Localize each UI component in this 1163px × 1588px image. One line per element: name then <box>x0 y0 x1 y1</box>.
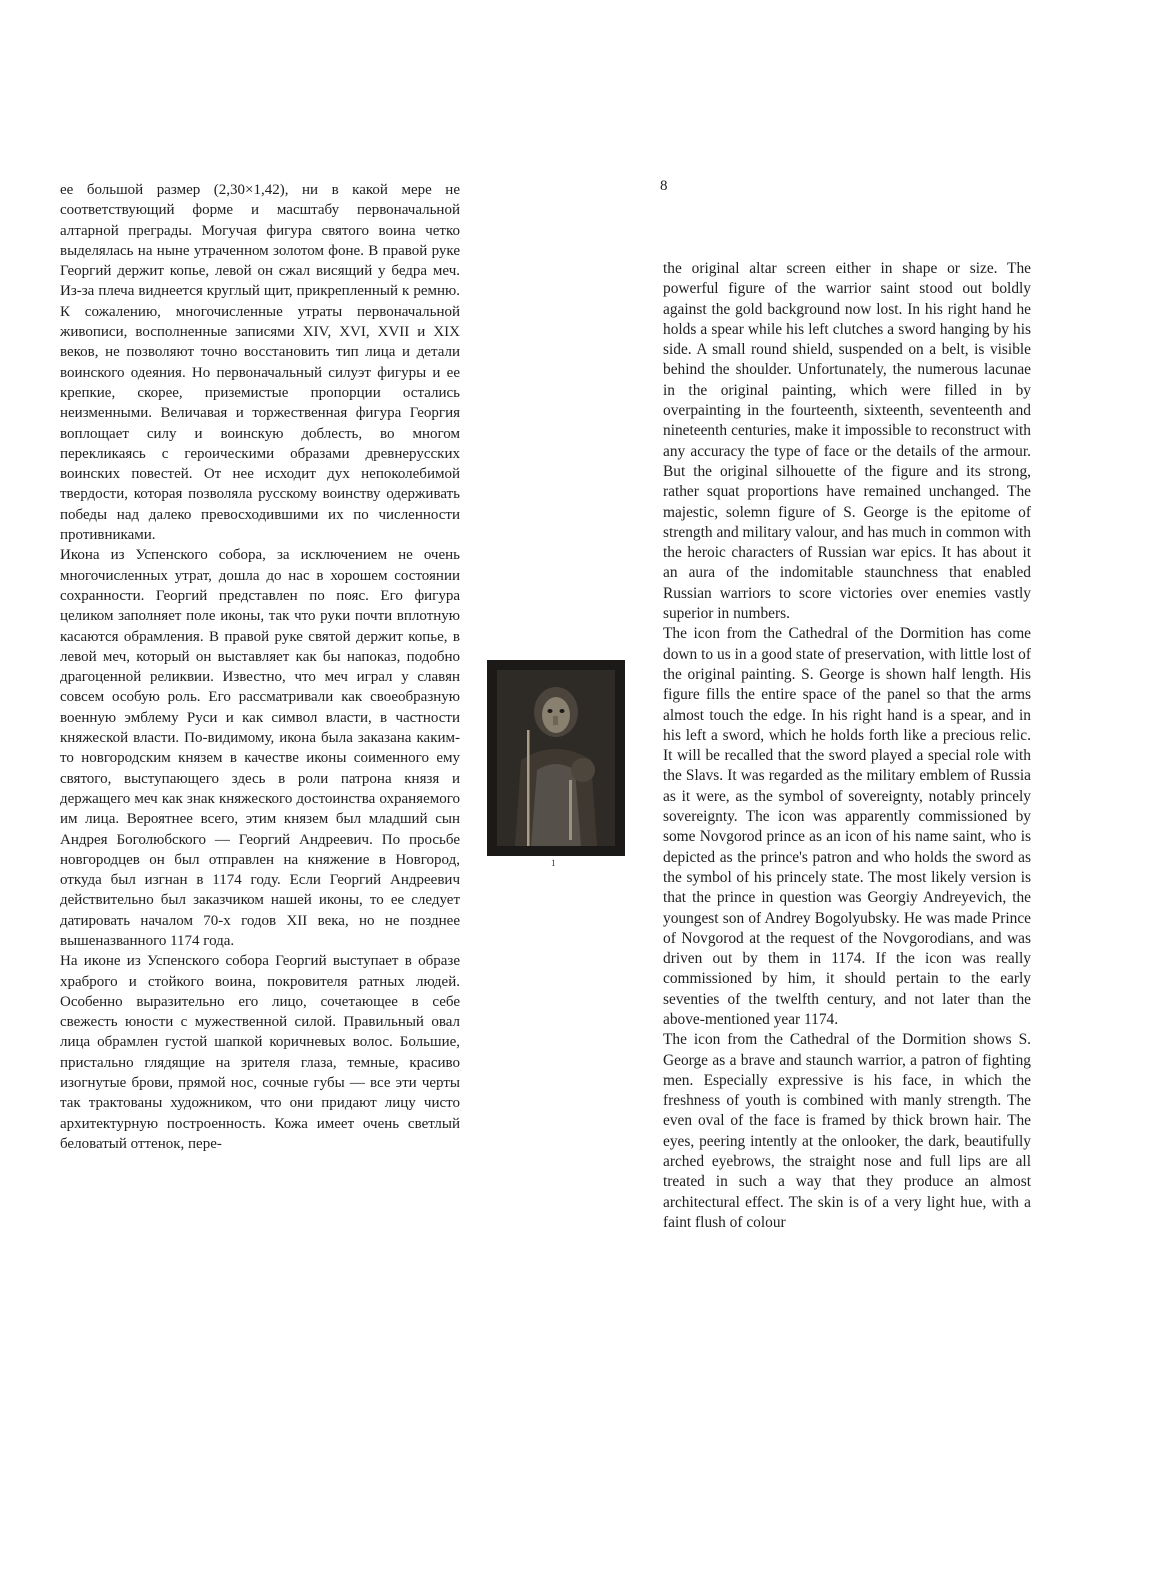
page-number: 8 <box>660 178 668 194</box>
russian-paragraph: ее большой размер (2,30×1,42), ни в какой мере не соответствующий форме и масштабу первоначальной алтарной преграды. Могучая фигура святого воина четко выделялась на ныне утраченном золотом фоне. В правой руке Георгий держит копье, левой он сжал висящий у бедра меч. Из-за плеча виднеется круглый щит, прикрепленный к ремню. К сожалению, многочисленные утраты первоначальной живописи, восполненные записями XIV, XVI, XVII и XIX веков, не позволяют точно восстановить тип лица и детали воинского одеяния. Но первоначальный силуэт фигуры и ее крепкие, скорее, приземистые пропорции остались неизменными. Величавая и торжественная фигура Георгия воплощает силу и воинскую доблесть, во многом перекликаясь с героическими образами древнерусских воинских повестей. От нее исходит дух непоколебимой твердости, которая позволяла русскому воинству одерживать победы над далеко превосходившими их по численности противниками. <box>60 182 460 544</box>
russian-paragraph: На иконе из Успенского собора Георгий выступает в образе храброго и стойкого воина, покровителя ратных людей. Особенно выразительно его лицо, сочетающее в себе свежесть юности с мужественной силой. Правильный овал лица обрамлен густой шапкой коричневых волос. Большие, пристально глядящие на зрителя глаза, темные, красиво изогнутые брови, прямой нос, сочные губы — все эти черты так трактованы художником, что они придают лицу чисто архитектурную построенность. Кожа имеет очень светлый беловатый оттенок, пере- <box>60 953 460 1152</box>
saint-george-icon-image <box>487 660 625 856</box>
russian-paragraph: Икона из Успенского собора, за исключением не очень многочисленных утрат, дошла до нас в хорошем состоянии сохранности. Георгий представлен по пояс. Его фигура целиком заполняет поле иконы, так что руки почти вплотную касаются обрамления. В правой руке святой держит копье, в левой меч, который он выставляет как бы напоказ, подобно драгоценной реликвии. Известно, что меч играл у славян совсем особую роль. Его рассматривали как своеобразную военную эмблему Руси и как символ власти, в частности княжеской власти. По-видимому, икона была заказана каким-то новгородским князем в качестве иконы соименного ему святого, выступающего здесь в роли патрона князя и держащего меч как знак княжеского достоинства охраняемого им лица. Вероятнее всего, этим князем был младший сын Андрея Боголюбского — Георгий Андреевич. По просьбе новгородцев он был отправлен на княжение в Новгород, откуда был изгнан в 1174 году. Если Георгий Андреевич действительно был заказчиком нашей иконы, то ее следует датировать началом 70-х годов XII века, но не позднее вышеназванного 1174 года. <box>60 547 460 949</box>
english-paragraph: the original altar screen either in shape or size. The powerful figure of the warrior saint stood out boldly against the gold background now lost. In his right hand he holds a spear while his left clutches a sword hanging by his side. A small round shield, suspended on a belt, is visible behind the shoulder. Unfortunately, the numerous lacunae in the original painting, which were filled in by overpainting in the fourteenth, sixteenth, seventeenth and nineteenth centuries, make it impossible to reconstruct with any accuracy the type of face or the details of the armour. But the original silhouette of the figure and its strong, rather squat proportions have remained unchanged. The majestic, solemn figure of S. George is the epitome of strength and military valour, and has much in common with the heroic characters of Russian war epics. It has about it an aura of the indomitable staunchness that enabled Russian warriors to score victories over enemies vastly superior in numbers. <box>663 260 1031 623</box>
icon-illustration <box>487 660 625 856</box>
english-paragraph: The icon from the Cathedral of the Dormition has come down to us in a good state of preservation, with little lost of the original painting. S. George is shown half length. His figure fills the entire space of the panel so that the arms almost touch the edge. In his right hand is a spear, and in his left a sword, which he holds forth like a precious relic. It will be recalled that the sword played a special role with the Slavs. It was regarded as the military emblem of Russia as it were, as the symbol of sovereignty, notably princely sovereignty. The icon was apparently commissioned by some Novgorod prince as an icon of his name saint, who is depicted as the prince's patron and who holds the sword as the symbol of his princely state. The most likely version is that the prince in question was Georgiy Andreyevich, the youngest son of Andrey Bogolyubsky. He was made Prince of Novgorod at the request of the Novgorodians, and was driven out by them in 1174. If the icon was really commissioned by him, it should pertain to the early seventies of the twelfth century, and not later than the above-mentioned year 1174. <box>663 625 1031 1028</box>
figure-caption: 1 <box>551 858 556 868</box>
english-paragraph: The icon from the Cathedral of the Dormition shows S. George as a brave and staunch warrior, a patron of fighting men. Especially expressive is his face, in which the freshness of youth is combined with manly strength. The even oval of the face is framed by thick brown hair. The eyes, peering intently at the onlooker, the dark, beautifully arched eyebrows, the straight nose and full lips are all treated in such a way that they produce an almost architectural effect. The skin is of a very light hue, with a faint flush of colour <box>663 1031 1031 1231</box>
russian-text-column <box>60 180 460 1154</box>
english-text-column <box>663 259 1031 1233</box>
